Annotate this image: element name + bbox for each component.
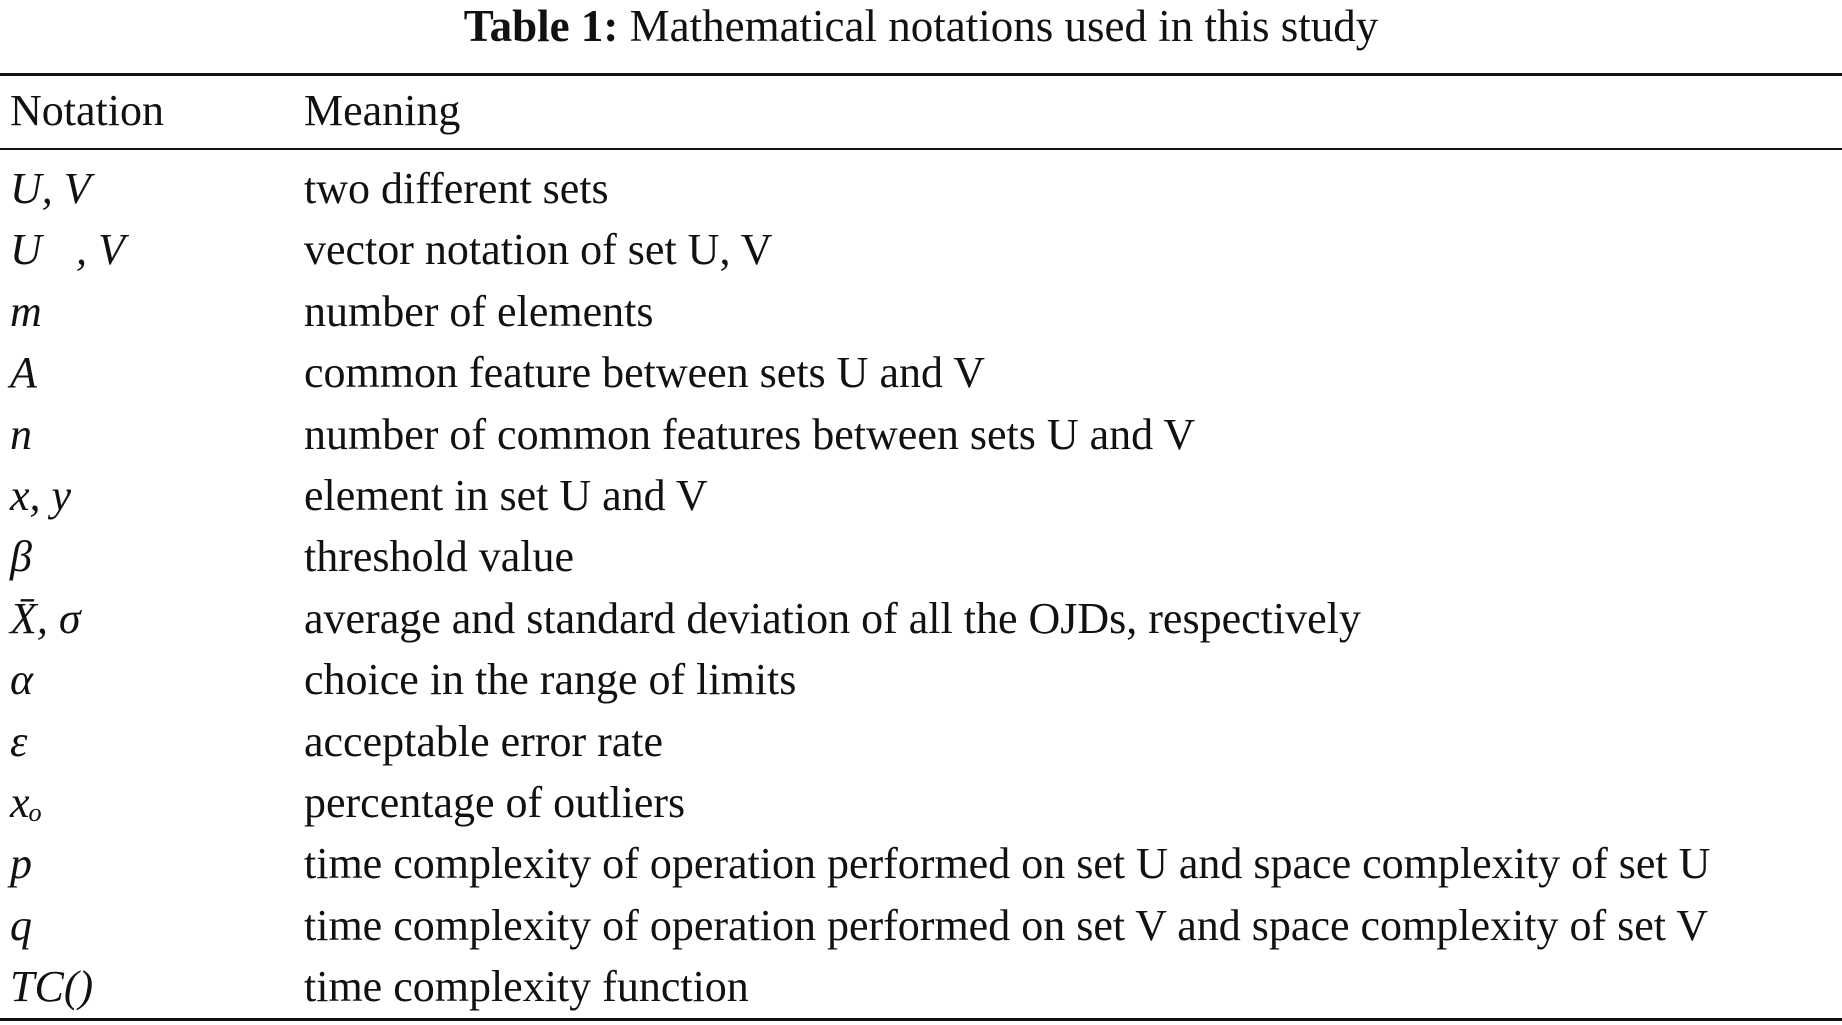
notation-cell: β	[10, 532, 32, 582]
header-notation: Notation	[10, 86, 164, 135]
table-row	[0, 833, 1842, 894]
notation-cell: U⃗, V⃗	[10, 225, 160, 275]
meaning-cell: choice in the range of limits	[304, 655, 797, 705]
meaning-cell: two different sets	[304, 164, 609, 213]
notation-cell: U, V	[10, 164, 91, 213]
notation-cell: TC()	[10, 962, 94, 1012]
notation-cell: xₒ	[10, 777, 43, 827]
meaning-cell: vector notation of set U, V	[304, 225, 773, 275]
table-row	[0, 219, 1842, 280]
table-body	[0, 158, 1842, 1017]
meaning-cell: element in set U and V	[304, 470, 708, 520]
notation-cell: x, y	[10, 470, 72, 520]
table-row	[0, 465, 1842, 526]
meaning-cell: time complexity of operation performed on set U and space complexity of set U	[304, 839, 1711, 889]
table-caption-label: Table 1:	[463, 1, 619, 51]
table-top-rule	[0, 73, 1842, 76]
table-header-row	[0, 80, 1842, 142]
table-row	[0, 342, 1842, 403]
meaning-cell: percentage of outliers	[304, 777, 686, 827]
meaning-cell: time complexity of operation performed on set V and space complexity of set V	[304, 900, 1708, 950]
notation-cell: p	[10, 839, 32, 889]
table-row	[0, 404, 1842, 465]
table-bottom-rule	[0, 1018, 1842, 1021]
header-meaning: Meaning	[304, 86, 461, 135]
meaning-cell: time complexity function	[304, 962, 749, 1012]
notation-cell: m	[10, 286, 42, 336]
notation-cell: n	[10, 409, 32, 459]
table-row	[0, 772, 1842, 833]
notation-cell: α	[10, 655, 34, 705]
notation-cell: q	[10, 900, 32, 950]
meaning-cell: threshold value	[304, 532, 575, 582]
table-row	[0, 526, 1842, 587]
table-caption	[0, 0, 1842, 52]
notation-cell: A	[10, 348, 37, 398]
table-row	[0, 895, 1842, 956]
table-row	[0, 158, 1842, 219]
table-row	[0, 956, 1842, 1017]
meaning-cell: number of elements	[304, 286, 654, 336]
table-row	[0, 588, 1842, 649]
meaning-cell: acceptable error rate	[304, 716, 664, 766]
meaning-cell: average and standard deviation of all the OJDs, respectively	[304, 593, 1361, 643]
table-row	[0, 649, 1842, 710]
meaning-cell: common feature between sets U and V	[304, 348, 985, 398]
notation-cell: X̄, σ	[10, 593, 81, 643]
notation-cell: ε	[10, 716, 28, 766]
table-header-rule	[0, 148, 1842, 150]
table-row	[0, 281, 1842, 342]
table-caption-text: Mathematical notations used in this study	[629, 1, 1379, 51]
meaning-cell: number of common features between sets U and V	[304, 409, 1196, 459]
table-row	[0, 711, 1842, 772]
